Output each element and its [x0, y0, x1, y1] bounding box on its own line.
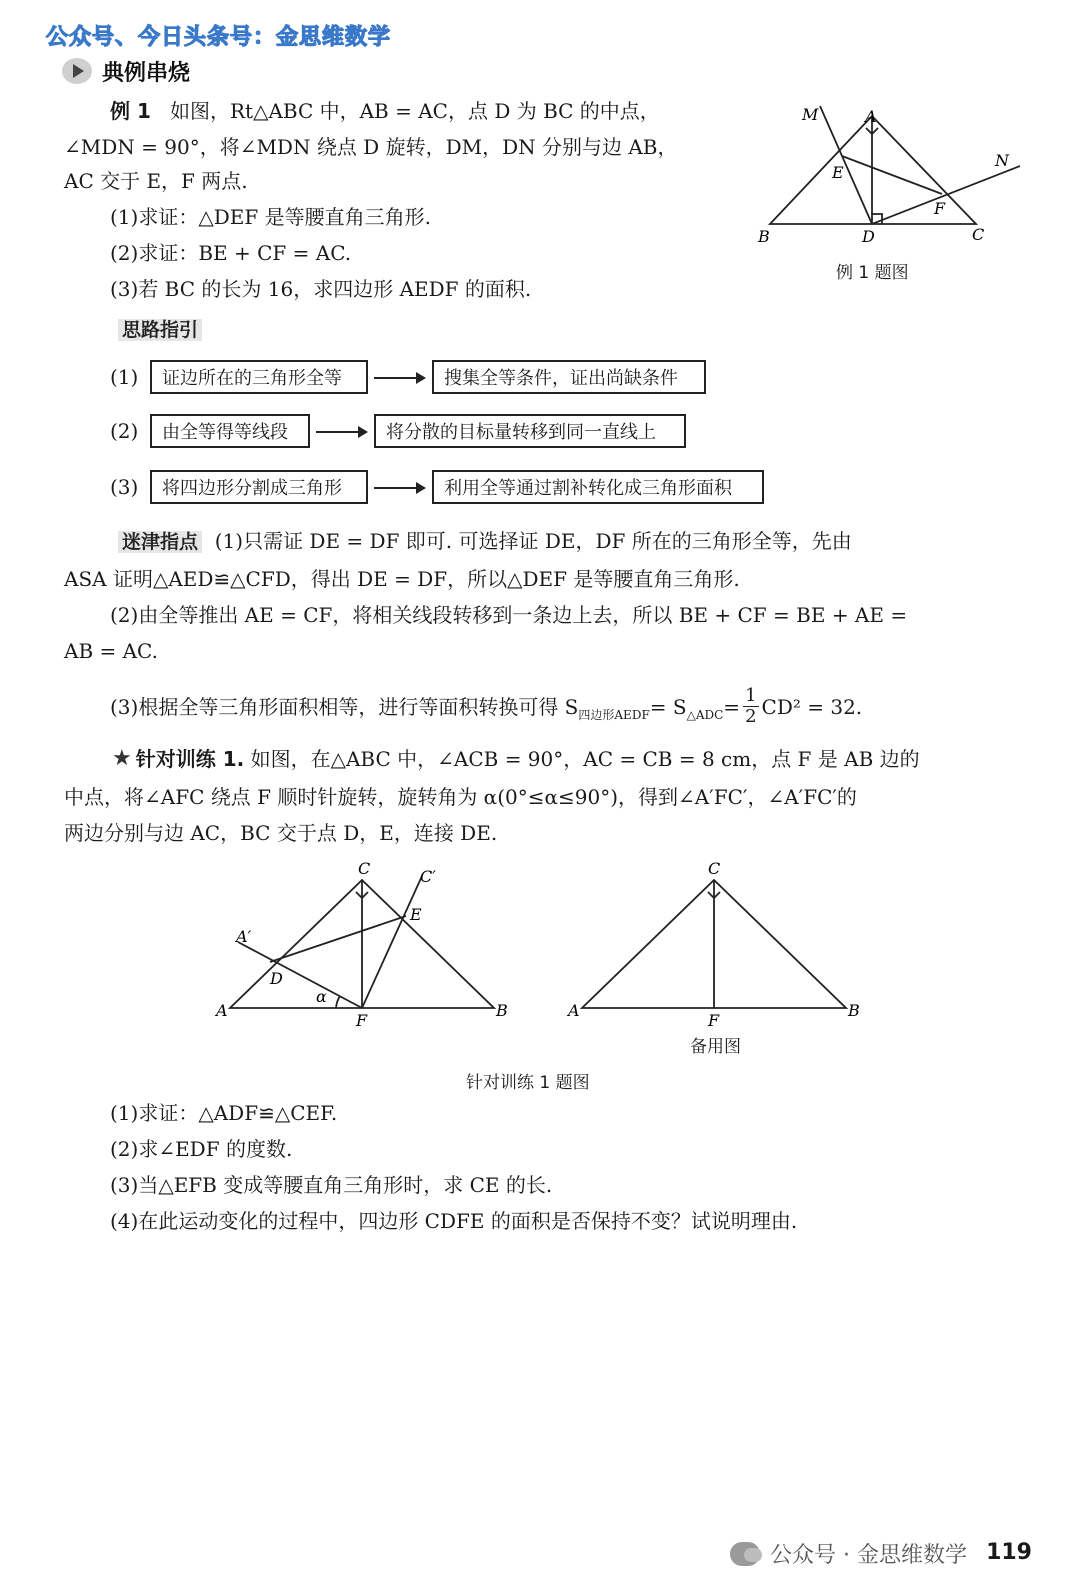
- training-label: 针对训练 1.: [135, 747, 245, 771]
- training-figure-spare: [560, 850, 870, 1040]
- fig1-label-e: E: [832, 163, 844, 182]
- fig2-label-alpha: α: [316, 987, 327, 1006]
- example1-line2: ∠MDN = 90°，将∠MDN 绕点 D 旋转，DM，DN 分别与边 AB，: [64, 135, 678, 159]
- fig3-label-f: F: [708, 1011, 720, 1030]
- fig2-label-a-prime: A′: [236, 927, 252, 946]
- guide-row-1-left-box: 证边所在的三角形全等: [150, 360, 368, 394]
- wechat-icon: [730, 1542, 760, 1566]
- guide-row-2-num: (2): [110, 419, 139, 443]
- fig3-label-a: A: [568, 1001, 580, 1020]
- training-figure-main: [210, 850, 530, 1040]
- tips-line5: (3)根据全等三角形面积相等，进行等面积转换可得 S 四边形AEDF = S △ADC = $\frac{1}{2}$ CD² = 32.: [110, 685, 863, 727]
- page-number: 119: [986, 1540, 1032, 1565]
- fig3-label-b: B: [848, 1001, 860, 1020]
- guide-row-2-right-box: 将分散的目标量转移到同一直线上: [374, 414, 686, 448]
- training-line2: 中点，将∠AFC 绕点 F 顺时针旋转，旋转角为 α(0°≤α≤90°)，得到∠A′FC′，∠A′FC′的: [64, 785, 857, 809]
- guide-row-1-num: (1): [110, 365, 139, 389]
- fig1-label-a: A: [865, 107, 877, 126]
- fig1-label-b: B: [758, 227, 770, 246]
- guide-title-wrap: [118, 314, 202, 345]
- training-figure-caption: 针对训练 1 题图: [466, 1073, 590, 1093]
- fig1-label-m: M: [802, 105, 819, 124]
- training-question-2: (2)求∠EDF 的度数.: [110, 1137, 293, 1161]
- play-triangle-icon: [62, 58, 92, 84]
- example1-question-2: (2)求证：BE + CF = AC.: [110, 241, 352, 265]
- fig1-label-f: F: [934, 199, 946, 218]
- guide-row-1-right-box: 搜集全等条件，证出尚缺条件: [432, 360, 706, 394]
- training-line1: ★ 针对训练 1. 如图，在△ABC 中，∠ACB = 90°，AC = CB = 8 cm，点 F 是 AB 边的: [112, 744, 920, 774]
- fig2-label-d: D: [270, 969, 283, 988]
- guide-row-3-num: (3): [110, 475, 139, 499]
- fig2-label-b: B: [496, 1001, 508, 1020]
- section-title: 典例串烧: [102, 60, 191, 86]
- footer-watermark: 公众号 · 金思维数学: [730, 1538, 967, 1569]
- example1-figure-caption: 例 1 题图: [836, 263, 909, 283]
- fig1-label-d: D: [862, 227, 875, 246]
- tips-line4: AB = AC.: [64, 639, 159, 663]
- tips-title: 迷津指点: [118, 531, 202, 553]
- tips-line2: ASA 证明△AED≌△CFD，得出 DE = DF，所以△DEF 是等腰直角三角形.: [64, 567, 740, 591]
- training-question-4: (4)在此运动变化的过程中，四边形 CDFE 的面积是否保持不变？试说明理由.: [110, 1209, 798, 1233]
- watermark-top: 公众号、今日头条号：金思维数学: [46, 25, 392, 50]
- fig2-label-f: F: [356, 1011, 368, 1030]
- guide-row-3-arrow: [374, 487, 424, 489]
- guide-row-3-right-box: 利用全等通过割补转化成三角形面积: [432, 470, 764, 504]
- spare-figure-caption: 备用图: [690, 1037, 741, 1057]
- example1-line1: 例 1 如图，Rt△ABC 中，AB = AC，点 D 为 BC 的中点，: [110, 99, 660, 123]
- fig2-label-e: E: [410, 905, 422, 924]
- example1-label: 例 1: [110, 99, 151, 123]
- star-icon: ★: [112, 746, 132, 771]
- example1-question-3: (3)若 BC 的长为 16，求四边形 AEDF 的面积.: [110, 277, 532, 301]
- section-header: [62, 56, 190, 86]
- guide-row-2-left-box: 由全等得等线段: [150, 414, 310, 448]
- fig1-label-c: C: [972, 225, 985, 244]
- tips-line3: (2)由全等推出 AE = CF，将相关线段转移到一条边上去，所以 BE + CF = BE + AE =: [110, 603, 908, 627]
- training-question-1: (1)求证：△ADF≌△CEF.: [110, 1101, 338, 1125]
- training-line3: 两边分别与边 AC，BC 交于点 D，E，连接 DE.: [64, 821, 498, 845]
- example1-line3: AC 交于 E，F 两点.: [64, 169, 248, 193]
- example1-question-1: (1)求证：△DEF 是等腰直角三角形.: [110, 205, 431, 229]
- training-question-3: (3)当△EFB 变成等腰直角三角形时，求 CE 的长.: [110, 1173, 553, 1197]
- guide-row-3-left-box: 将四边形分割成三角形: [150, 470, 368, 504]
- fig1-label-n: N: [995, 151, 1009, 170]
- fig2-label-c: C: [358, 859, 371, 878]
- guide-row-2-arrow: [316, 431, 366, 433]
- example1-figure: [750, 96, 1040, 256]
- fraction: $\frac{1}{2}$: [745, 685, 757, 727]
- fig3-label-c: C: [708, 859, 721, 878]
- tips-line1: 迷津指点 (1)只需证 DE = DF 即可. 可选择证 DE，DF 所在的三角形全等，先由: [118, 526, 852, 557]
- fig2-label-a: A: [216, 1001, 228, 1020]
- guide-title: 思路指引: [118, 319, 202, 341]
- guide-row-1-arrow: [374, 377, 424, 379]
- fig2-label-c-prime: C′: [420, 867, 436, 886]
